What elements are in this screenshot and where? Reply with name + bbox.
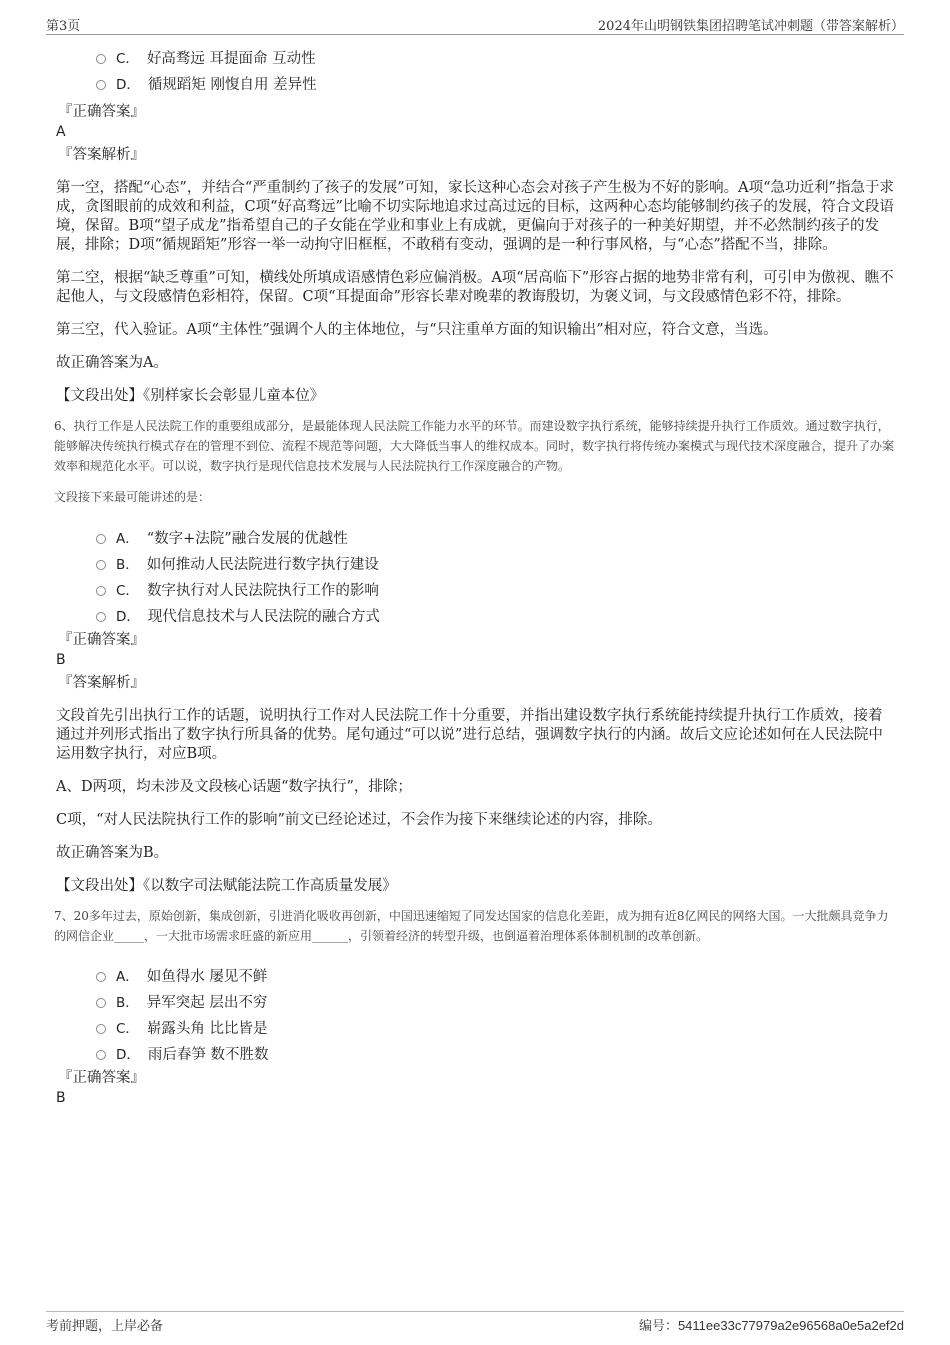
q7-option-a[interactable] <box>96 962 896 988</box>
option-letter: C． <box>116 51 139 67</box>
radio-icon[interactable] <box>96 54 106 64</box>
radio-icon[interactable] <box>96 972 106 982</box>
q6-option-c[interactable] <box>96 576 896 602</box>
option-letter: D． <box>116 1047 140 1063</box>
q6-lead: 文段接下来最可能讲述的是： <box>54 490 211 504</box>
q7-option-d[interactable] <box>96 1040 896 1066</box>
q5-analysis-p4: 故正确答案为A。 <box>56 355 168 371</box>
radio-icon[interactable] <box>96 1050 106 1060</box>
q6-answer: B <box>56 652 66 668</box>
q6-source: 【文段出处】《以数字司法赋能法院工作高质量发展》 <box>56 878 397 894</box>
option-text: 崭露头角 比比皆是 <box>146 1020 268 1037</box>
q7-answer-label: 『正确答案』 <box>58 1070 145 1086</box>
q5-analysis-label: 『答案解析』 <box>58 147 145 163</box>
q5-analysis-p3: 第三空，代入验证。A项“主体性”强调个人的主体地位，与“只注重单方面的知识输出”相对应，符合文意，当选。 <box>56 322 778 338</box>
radio-icon[interactable] <box>96 80 106 90</box>
page-number: 第3页 <box>46 19 81 34</box>
q7-option-b[interactable] <box>96 988 896 1014</box>
q7-option-c[interactable] <box>96 1014 896 1040</box>
option-text: 数字执行对人民法院执行工作的影响 <box>146 582 379 599</box>
footer-code-value: 5411ee33c77979a2e96568a0e5a2ef2d <box>677 1318 904 1333</box>
footer-code <box>639 1315 904 1334</box>
q6-option-b[interactable] <box>96 550 896 576</box>
option-text: 好高骛远 耳提面命 互动性 <box>146 50 316 67</box>
radio-icon[interactable] <box>96 1024 106 1034</box>
document-body <box>56 42 896 1108</box>
option-letter: A． <box>116 969 139 985</box>
q6-analysis-p1: 文段首先引出执行工作的话题，说明执行工作对人民法院工作十分重要，并指出建设数字执行系统能持续提升执行工作质效，接着通过并列形式指出了数字执行所具备的优势。尾句通过“可以说”进行总结，强调数字执行的内涵。故后文应论述如何在人民法院中运用数字执行，对应B项。 <box>56 708 883 762</box>
radio-icon[interactable] <box>96 534 106 544</box>
radio-icon[interactable] <box>96 560 106 570</box>
document-title: 2024年山明钢铁集团招聘笔试冲刺题（带答案解析） <box>597 19 904 34</box>
q7-answer: B <box>56 1090 66 1106</box>
radio-icon[interactable] <box>96 612 106 622</box>
q5-answer: A <box>56 124 66 140</box>
page-footer <box>46 1311 904 1336</box>
footer-slogan: 考前押题，上岸必备 <box>46 1319 164 1334</box>
option-text: 循规蹈矩 刚愎自用 差异性 <box>147 76 317 93</box>
q6-option-a[interactable] <box>96 524 896 550</box>
q5-option-d[interactable] <box>96 70 896 96</box>
option-letter: B． <box>116 995 139 1011</box>
q6-option-d[interactable] <box>96 602 896 628</box>
option-letter: C． <box>116 1021 139 1037</box>
page-header <box>46 14 904 35</box>
option-text: 现代信息技术与人民法院的融合方式 <box>147 608 380 625</box>
option-letter: A． <box>116 531 139 547</box>
option-text: “数字+法院”融合发展的优越性 <box>146 530 348 547</box>
q6-stem: 6、执行工作是人民法院工作的重要组成部分，是最能体现人民法院工作能力水平的环节。而建设数字执行系统，能够持续提升执行工作质效。通过数字执行，能够解决传统执行模式存在的管理不到位、流程不规范等问题，大大降低当事人的维权成本。同时，数字执行将传统办案模式与现代技术深度融合，提升了办案效率和规范化水平。可以说，数字执行是现代信息技术发展与人民法院执行工作深度融合的产物。 <box>54 419 895 473</box>
option-letter: C． <box>116 583 139 599</box>
footer-code-label: 编号： <box>638 1319 678 1334</box>
q6-analysis-p3: C项，“对人民法院执行工作的影响”前文已经论述过，不会作为接下来继续论述的内容，排除。 <box>56 812 662 828</box>
radio-icon[interactable] <box>96 586 106 596</box>
q5-options <box>96 44 896 96</box>
q5-analysis-p1: 第一空，搭配“心态”，并结合“严重制约了孩子的发展”可知，家长这种心态会对孩子产生极为不好的影响。A项“急功近利”指急于求成，贪图眼前的成效和利益，C项“好高骛远”比喻不切实际地追求过高过远的目标，这两种心态均能够制约孩子的发展，符合文段语境，保留。B项“望子成龙”指希望自己的子女能在学业和事业上有成就，更偏向于对孩子的一种美好期望，并不必然制约孩子的发展，排除；D项“循规蹈矩”形容一举一动拘守旧框框，不敢稍有变动，强调的是一种行事风格，与“心态”搭配不当，排除。 <box>56 180 894 253</box>
option-text: 如何推动人民法院进行数字执行建设 <box>146 556 379 573</box>
q6-analysis-label: 『答案解析』 <box>58 675 145 691</box>
q7-stem: 7、20多年过去，原始创新，集成创新，引进消化吸收再创新，中国迅速缩短了同发达国家的信息化差距，成为拥有近8亿网民的网络大国。一大批颇具竞争力的网信企业_____，一大批市场需求旺盛的新应用______，引领着经济的转型升级，也倒逼着治理体系体制机制的改革创新。 <box>54 909 889 943</box>
q7-options <box>96 962 896 1066</box>
option-letter: D． <box>116 77 140 93</box>
radio-icon[interactable] <box>96 998 106 1008</box>
option-letter: B． <box>116 557 139 573</box>
q6-analysis-p4: 故正确答案为B。 <box>56 845 169 861</box>
q5-option-c[interactable] <box>96 44 896 70</box>
q6-options <box>96 524 896 628</box>
q5-analysis-p2: 第二空，根据“缺乏尊重”可知，横线处所填成语感情色彩应偏消极。A项“居高临下”形容占据的地势非常有利，可引申为傲视、瞧不起他人，与文段感情色彩相符，保留。C项“耳提面命”形容长辈对晚辈的教诲殷切，为褒义词，与文段感情色彩不符，排除。 <box>56 270 894 305</box>
q6-answer-label: 『正确答案』 <box>58 632 145 648</box>
option-text: 如鱼得水 屡见不鲜 <box>146 968 268 985</box>
option-text: 异军突起 层出不穷 <box>146 994 268 1011</box>
option-letter: D． <box>116 609 140 625</box>
q5-source: 【文段出处】《别样家长会彰显儿童本位》 <box>56 388 325 404</box>
q5-answer-label: 『正确答案』 <box>58 104 145 120</box>
q6-analysis-p2: A、D两项，均未涉及文段核心话题“数字执行”，排除； <box>56 779 412 795</box>
option-text: 雨后春笋 数不胜数 <box>147 1046 269 1063</box>
